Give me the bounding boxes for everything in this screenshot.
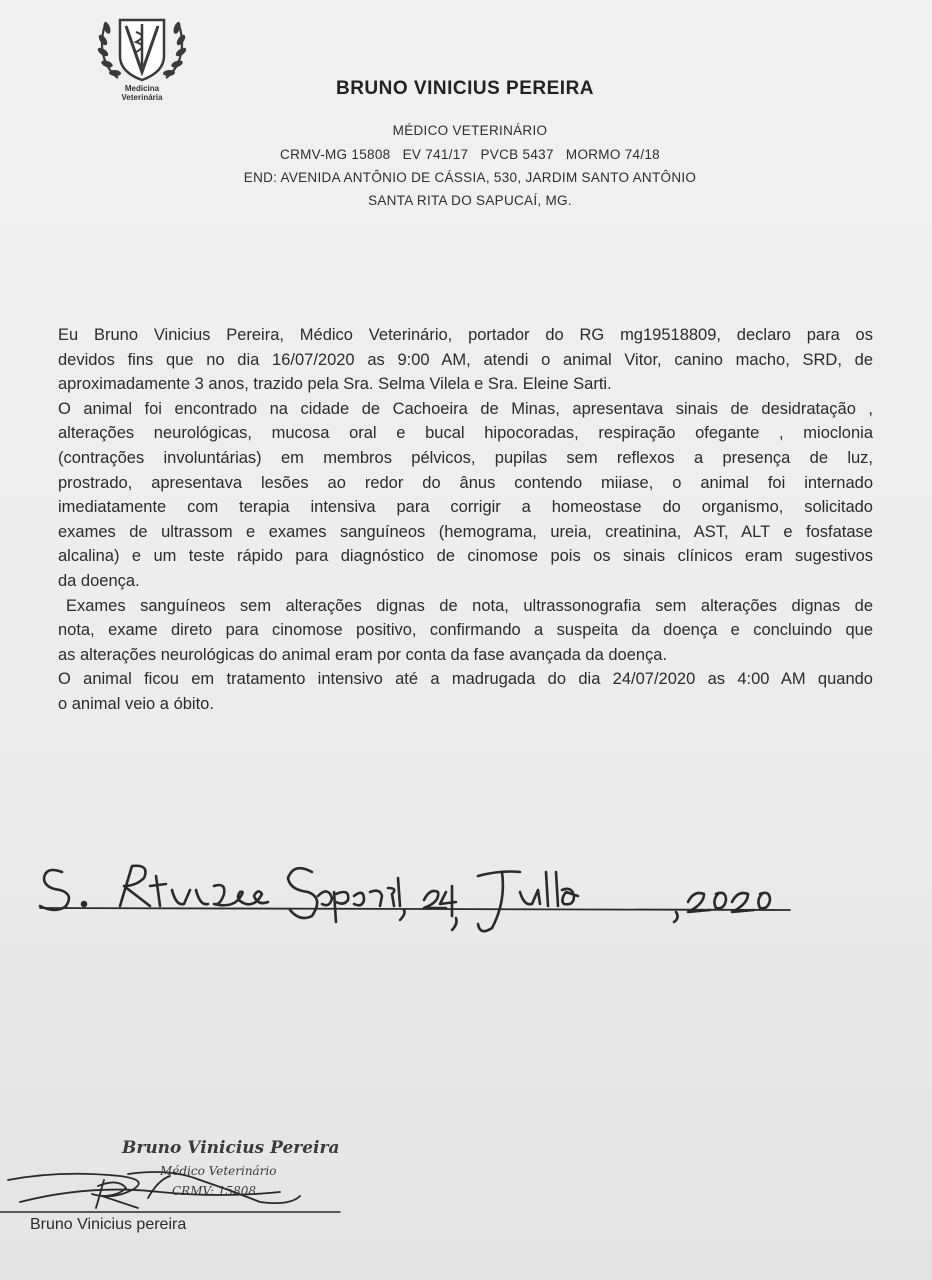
stamp-crmv: CRMV: 15808 [172, 1184, 256, 1198]
logo-caption [104, 84, 180, 102]
handwritten-place-date [0, 830, 932, 940]
body-line: da doença. [58, 571, 140, 590]
letterhead-registrations: CRMV-MG 15808 EV 741/17 PVCB 5437 MORMO 74/18 [280, 147, 660, 162]
signatory-name: Bruno Vinicius pereira [30, 1216, 187, 1233]
body-line: O animal ficou em tratamento intensivo até a madrugada do dia 24/07/2020 as 4:00 AM quando [58, 670, 873, 689]
body-line: alcalina) e um teste rápido para diagnóstico de cinomose pois os sinais clínicos eram sugestivos [58, 547, 873, 566]
body-line: o animal veio a óbito. [58, 694, 214, 713]
handwritten-date-text: S. Rita do Sapucaí, 24, Julho, 2020 [40, 879, 72, 881]
body-line: imediatamente com terapia intensiva para corrigir a homeostase do organismo, solicitado [58, 498, 873, 517]
body-line: Exames sanguíneos sem alterações dignas de nota, ultrassonografia sem alterações dignas de [66, 596, 873, 615]
body-line: alterações neurológicas, mucosa oral e bucal hipocoradas, respiração ofegante , mioclonia [58, 424, 873, 443]
body-line: aproximadamente 3 anos, trazido pela Sra. Selma Vilela e Sra. Eleine Sarti. [58, 375, 612, 394]
logo-caption-line1: Medicina [124, 84, 160, 93]
handwritten-signature [0, 1140, 360, 1220]
stamp-name: Bruno Vinicius Pereira [122, 1138, 340, 1158]
letterhead-name: BRUNO VINICIUS PEREIRA [335, 78, 595, 99]
letterhead-profession: MÉDICO VETERINÁRIO [392, 123, 548, 138]
logo-caption-line2: Veterinária [121, 93, 163, 102]
body-line: exames de ultrassom e exames sanguíneos (hemograma, ureia, creatinina, AST, ALT e fosfatase [58, 522, 873, 541]
body-line: as alterações neurológicas do animal eram por conta da fase avançada da doença. [58, 645, 668, 664]
stamp-role: Médico Veterinário [160, 1164, 277, 1178]
body-line: prostrado, apresentava lesões ao redor do ânus contendo miiase, o animal foi internado [58, 473, 873, 492]
declaration-body [58, 323, 873, 717]
letterhead-address: END: AVENIDA ANTÔNIO DE CÁSSIA, 530, JARDIM SANTO ANTÔNIO [243, 170, 697, 185]
body-line: Eu Bruno Vinicius Pereira, Médico Veterinário, portador do RG mg19518809, declaro para os [58, 326, 873, 344]
body-line: O animal foi encontrado na cidade de Cachoeira de Minas, apresentava sinais de desidratação , [58, 399, 873, 418]
body-line: nota, exame direto para cinomose positivo, confirmando a suspeita da doença e concluindo que [58, 621, 873, 640]
body-line: (contrações involuntárias) em membros pélvicos, pupilas sem reflexos a presença de luz, [58, 448, 873, 467]
letterhead-city: SANTA RITA DO SAPUCAÍ, MG. [368, 193, 572, 208]
body-line: devidos fins que no dia 16/07/2020 as 9:00 AM, atendi o animal Vitor, canino macho, SRD, de [58, 350, 873, 369]
